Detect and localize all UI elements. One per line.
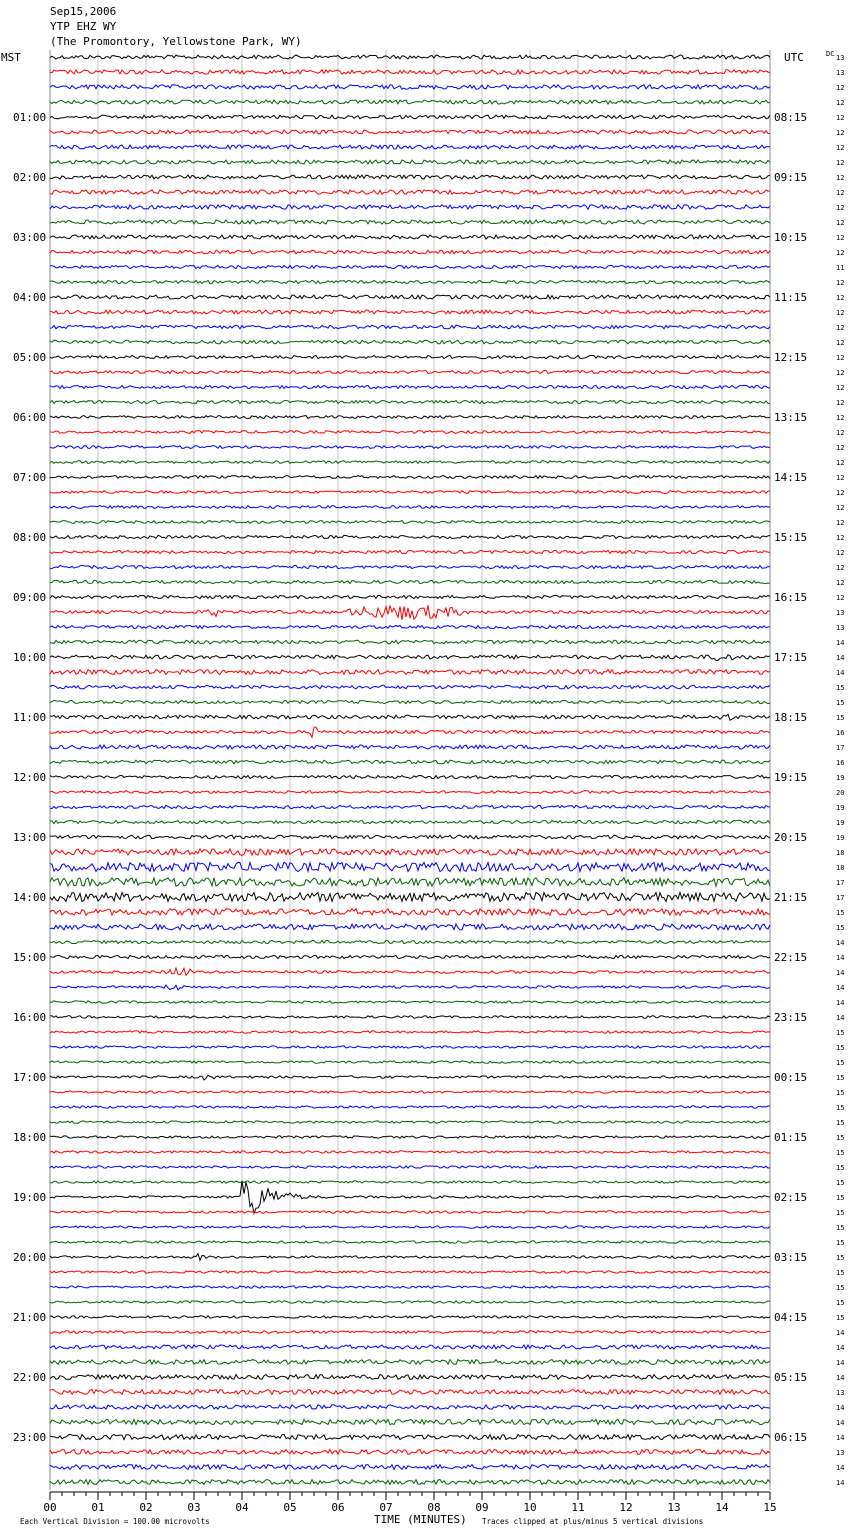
dc-value: 12 xyxy=(836,414,845,422)
trace-row-16 xyxy=(50,295,770,299)
dc-value: 12 xyxy=(836,549,845,557)
trace-row-20 xyxy=(50,355,770,358)
trace-row-3 xyxy=(50,100,770,104)
dc-value: 14 xyxy=(836,969,845,977)
trace-row-95 xyxy=(50,1480,770,1485)
dc-label: DC xyxy=(826,50,835,58)
trace-row-27 xyxy=(50,461,770,464)
trace-row-42 xyxy=(50,685,770,689)
x-tick-label: 05 xyxy=(283,1501,297,1514)
x-tick-label: 01 xyxy=(91,1501,105,1514)
dc-value: 15 xyxy=(836,1209,845,1217)
trace-row-48 xyxy=(50,775,770,778)
left-hour-label: 17:00 xyxy=(13,1071,47,1084)
dc-value: 12 xyxy=(836,174,845,182)
x-tick-label: 04 xyxy=(235,1501,249,1514)
trace-row-68 xyxy=(50,1075,770,1080)
dc-value: 14 xyxy=(836,999,845,1007)
left-hour-label: 10:00 xyxy=(13,651,47,664)
trace-row-71 xyxy=(50,1121,770,1123)
dc-value: 15 xyxy=(836,1029,845,1037)
right-hour-label: 01:15 xyxy=(774,1131,808,1144)
right-hour-label: 16:15 xyxy=(774,591,808,604)
dc-value: 11 xyxy=(836,264,845,272)
trace-row-36 xyxy=(50,595,770,598)
trace-row-78 xyxy=(50,1226,770,1228)
trace-row-94 xyxy=(50,1465,770,1470)
left-hour-label: 01:00 xyxy=(13,111,47,124)
dc-value: 12 xyxy=(836,204,845,212)
dc-value: 15 xyxy=(836,699,845,707)
dc-value: 15 xyxy=(836,1224,845,1232)
dc-value: 16 xyxy=(836,759,845,767)
trace-row-93 xyxy=(50,1450,770,1455)
right-hour-label: 14:15 xyxy=(774,471,808,484)
x-tick-label: 03 xyxy=(187,1501,201,1514)
trace-row-29 xyxy=(50,491,770,494)
dc-value: 15 xyxy=(836,1044,845,1052)
trace-row-92 xyxy=(50,1434,770,1439)
dc-value: 12 xyxy=(836,144,845,152)
trace-row-67 xyxy=(50,1061,770,1063)
right-hour-label: 21:15 xyxy=(774,891,808,904)
dc-value: 12 xyxy=(836,504,845,512)
dc-value: 15 xyxy=(836,684,845,692)
right-hour-label: 10:15 xyxy=(774,231,808,244)
trace-row-2 xyxy=(50,85,770,89)
dc-value: 19 xyxy=(836,834,845,842)
dc-value: 15 xyxy=(836,1089,845,1097)
dc-value: 12 xyxy=(836,459,845,467)
left-hour-label: 07:00 xyxy=(13,471,47,484)
trace-row-28 xyxy=(50,476,770,479)
trace-row-86 xyxy=(50,1345,770,1349)
dc-value: 12 xyxy=(836,159,845,167)
x-axis-label: TIME (MINUTES) xyxy=(374,1513,467,1526)
trace-row-32 xyxy=(50,535,770,538)
trace-row-50 xyxy=(50,805,770,808)
dc-value: 12 xyxy=(836,534,845,542)
right-hour-label: 15:15 xyxy=(774,531,808,544)
dc-value: 12 xyxy=(836,279,845,287)
trace-row-69 xyxy=(50,1091,770,1093)
trace-row-55 xyxy=(50,878,770,886)
time-axis xyxy=(43,1492,776,1514)
trace-row-11 xyxy=(50,220,770,224)
dc-value: 15 xyxy=(836,1299,845,1307)
x-tick-label: 06 xyxy=(331,1501,345,1514)
dc-value: 15 xyxy=(836,1284,845,1292)
dc-value: 14 xyxy=(836,1479,845,1487)
x-tick-label: 02 xyxy=(139,1501,153,1514)
trace-row-1 xyxy=(50,70,770,74)
dc-value: 14 xyxy=(836,669,845,677)
x-tick-label: 15 xyxy=(763,1501,777,1514)
trace-row-47 xyxy=(50,760,770,764)
trace-row-81 xyxy=(50,1271,770,1273)
x-tick-label: 00 xyxy=(43,1501,57,1514)
dc-value: 14 xyxy=(836,1464,845,1472)
left-hour-label: 16:00 xyxy=(13,1011,47,1024)
trace-row-75 xyxy=(50,1181,770,1183)
trace-row-54 xyxy=(50,862,770,871)
trace-row-85 xyxy=(50,1331,770,1334)
left-hour-label: 15:00 xyxy=(13,951,47,964)
trace-row-46 xyxy=(50,745,770,749)
dc-value: 15 xyxy=(836,1239,845,1247)
x-tick-label: 07 xyxy=(379,1501,393,1514)
dc-value: 12 xyxy=(836,114,845,122)
trace-row-24 xyxy=(50,416,770,419)
trace-row-31 xyxy=(50,521,770,524)
trace-row-30 xyxy=(50,506,770,509)
dc-value: 13 xyxy=(836,1449,845,1457)
dc-value: 14 xyxy=(836,984,845,992)
trace-row-12 xyxy=(50,235,770,239)
x-tick-label: 12 xyxy=(619,1501,633,1514)
left-hour-label: 13:00 xyxy=(13,831,47,844)
trace-row-22 xyxy=(50,385,770,388)
left-hour-label: 03:00 xyxy=(13,231,47,244)
trace-row-45 xyxy=(50,727,770,737)
left-hour-label: 06:00 xyxy=(13,411,47,424)
dc-value: 12 xyxy=(836,444,845,452)
right-hour-label: 19:15 xyxy=(774,771,808,784)
dc-value: 12 xyxy=(836,564,845,572)
dc-value: 17 xyxy=(836,879,845,887)
dc-value: 14 xyxy=(836,1329,845,1337)
footer-clip-note: Traces clipped at plus/minus 5 vertical divisions xyxy=(482,1517,704,1526)
dc-value: 12 xyxy=(836,369,845,377)
trace-row-5 xyxy=(50,130,770,134)
x-tick-label: 08 xyxy=(427,1501,441,1514)
dc-value: 12 xyxy=(836,129,845,137)
dc-value: 15 xyxy=(836,1314,845,1322)
trace-row-76 xyxy=(50,1181,770,1213)
right-hour-label: 13:15 xyxy=(774,411,808,424)
dc-value: 12 xyxy=(836,99,845,107)
dc-value: 12 xyxy=(836,324,845,332)
dc-value: 12 xyxy=(836,339,845,347)
x-tick-label: 09 xyxy=(475,1501,489,1514)
trace-row-53 xyxy=(50,849,770,855)
trace-row-41 xyxy=(50,670,770,675)
dc-value: 14 xyxy=(836,654,845,662)
dc-value: 12 xyxy=(836,384,845,392)
dc-value: 20 xyxy=(836,789,845,797)
x-tick-label: 10 xyxy=(523,1501,537,1514)
dc-value: 12 xyxy=(836,594,845,602)
dc-value: 18 xyxy=(836,849,845,857)
dc-value: 15 xyxy=(836,1269,845,1277)
dc-value: 15 xyxy=(836,1134,845,1142)
trace-row-34 xyxy=(50,565,770,568)
trace-row-74 xyxy=(50,1166,770,1168)
trace-row-90 xyxy=(50,1405,770,1409)
dc-value: 17 xyxy=(836,744,845,752)
trace-row-63 xyxy=(50,1001,770,1003)
trace-row-6 xyxy=(50,145,770,149)
dc-value: 14 xyxy=(836,1344,845,1352)
trace-row-73 xyxy=(50,1151,770,1153)
dc-value: 14 xyxy=(836,1374,845,1382)
trace-row-57 xyxy=(50,909,770,915)
dc-value: 19 xyxy=(836,819,845,827)
trace-row-7 xyxy=(50,160,770,164)
header-station: YTP EHZ WY xyxy=(50,20,117,33)
dc-value: 14 xyxy=(836,1419,845,1427)
trace-row-64 xyxy=(50,1016,770,1018)
trace-row-8 xyxy=(50,175,770,179)
left-hour-label: 05:00 xyxy=(13,351,47,364)
trace-row-91 xyxy=(50,1419,770,1424)
right-hour-label: 04:15 xyxy=(774,1311,808,1324)
right-hour-label: 17:15 xyxy=(774,651,808,664)
trace-row-87 xyxy=(50,1360,770,1365)
trace-row-84 xyxy=(50,1316,770,1318)
trace-row-17 xyxy=(50,310,770,314)
right-hour-label: 09:15 xyxy=(774,171,808,184)
trace-row-56 xyxy=(50,892,770,901)
x-tick-label: 11 xyxy=(571,1501,585,1514)
trace-row-88 xyxy=(50,1375,770,1380)
dc-value: 12 xyxy=(836,84,845,92)
right-hour-label: 12:15 xyxy=(774,351,808,364)
trace-row-62 xyxy=(50,985,770,990)
dc-value: 12 xyxy=(836,234,845,242)
trace-row-44 xyxy=(50,714,770,720)
dc-value: 12 xyxy=(836,219,845,227)
trace-row-52 xyxy=(50,835,770,839)
trace-row-65 xyxy=(50,1031,770,1033)
dc-value: 12 xyxy=(836,354,845,362)
trace-row-72 xyxy=(50,1136,770,1138)
dc-value: 15 xyxy=(836,714,845,722)
trace-row-82 xyxy=(50,1286,770,1288)
dc-value: 13 xyxy=(836,609,845,617)
dc-value: 14 xyxy=(836,639,845,647)
trace-row-0 xyxy=(50,55,770,59)
dc-value: 12 xyxy=(836,474,845,482)
right-hour-label: 00:15 xyxy=(774,1071,808,1084)
dc-value: 15 xyxy=(836,1149,845,1157)
trace-row-51 xyxy=(50,820,770,823)
dc-value: 14 xyxy=(836,1359,845,1367)
trace-row-10 xyxy=(50,205,770,209)
dc-value: 15 xyxy=(836,1194,845,1202)
trace-row-61 xyxy=(50,968,770,975)
trace-row-18 xyxy=(50,325,770,329)
dc-value: 14 xyxy=(836,1404,845,1412)
dc-value: 15 xyxy=(836,1164,845,1172)
left-hour-label: 21:00 xyxy=(13,1311,47,1324)
dc-value: 14 xyxy=(836,1014,845,1022)
dc-value: 15 xyxy=(836,1179,845,1187)
right-hour-label: 03:15 xyxy=(774,1251,808,1264)
trace-row-49 xyxy=(50,791,770,794)
dc-value: 15 xyxy=(836,1104,845,1112)
dc-value: 13 xyxy=(836,1389,845,1397)
left-hour-label: 09:00 xyxy=(13,591,47,604)
dc-value: 16 xyxy=(836,729,845,737)
header-date: Sep15,2006 xyxy=(50,5,117,18)
left-hour-label: 19:00 xyxy=(13,1191,47,1204)
x-tick-label: 13 xyxy=(667,1501,681,1514)
dc-value: 12 xyxy=(836,294,845,302)
right-hour-label: 22:15 xyxy=(774,951,808,964)
left-hour-label: 18:00 xyxy=(13,1131,47,1144)
dc-value: 15 xyxy=(836,924,845,932)
trace-row-77 xyxy=(50,1211,770,1213)
trace-row-37 xyxy=(50,605,770,620)
right-hour-label: 08:15 xyxy=(774,111,808,124)
dc-value: 15 xyxy=(836,1254,845,1262)
dc-value: 12 xyxy=(836,249,845,257)
trace-row-58 xyxy=(50,924,770,930)
trace-row-70 xyxy=(50,1106,770,1108)
trace-row-80 xyxy=(50,1254,770,1261)
dc-value: 14 xyxy=(836,939,845,947)
right-hour-label: 20:15 xyxy=(774,831,808,844)
trace-row-21 xyxy=(50,370,770,373)
left-hour-label: 11:00 xyxy=(13,711,47,724)
trace-row-13 xyxy=(50,250,770,254)
dc-value: 15 xyxy=(836,909,845,917)
trace-row-43 xyxy=(50,700,770,703)
dc-value: 13 xyxy=(836,54,845,62)
dc-value: 12 xyxy=(836,399,845,407)
dc-value: 13 xyxy=(836,69,845,77)
header-location: (The Promontory, Yellowstone Park, WY) xyxy=(50,35,302,48)
left-hour-label: 08:00 xyxy=(13,531,47,544)
trace-row-89 xyxy=(50,1390,770,1395)
left-hour-label: 14:00 xyxy=(13,891,47,904)
dc-value: 15 xyxy=(836,1074,845,1082)
trace-lines xyxy=(50,55,770,1484)
trace-row-66 xyxy=(50,1046,770,1048)
dc-value: 12 xyxy=(836,309,845,317)
right-hour-label: 02:15 xyxy=(774,1191,808,1204)
left-hour-label: 23:00 xyxy=(13,1431,47,1444)
left-hour-label: 04:00 xyxy=(13,291,47,304)
footer-scale-note: Each Vertical Division = 100.00 microvolts xyxy=(20,1517,210,1526)
dc-value: 15 xyxy=(836,1059,845,1067)
right-hour-label: 05:15 xyxy=(774,1371,808,1384)
trace-row-15 xyxy=(50,280,770,283)
trace-row-4 xyxy=(50,115,770,119)
right-hour-label: 06:15 xyxy=(774,1431,808,1444)
left-hour-label: 12:00 xyxy=(13,771,47,784)
dc-value: 12 xyxy=(836,189,845,197)
trace-row-40 xyxy=(50,655,770,661)
dc-value: 12 xyxy=(836,519,845,527)
dc-value: 13 xyxy=(836,624,845,632)
trace-row-38 xyxy=(50,625,770,628)
dc-value: 17 xyxy=(836,894,845,902)
trace-row-33 xyxy=(50,550,770,553)
dc-value: 19 xyxy=(836,774,845,782)
dc-value: 19 xyxy=(836,804,845,812)
dc-value: 15 xyxy=(836,1119,845,1127)
dc-value: 12 xyxy=(836,579,845,587)
trace-row-9 xyxy=(50,190,770,194)
dc-value: 12 xyxy=(836,429,845,437)
trace-row-26 xyxy=(50,446,770,449)
right-hour-label: 11:15 xyxy=(774,291,808,304)
trace-row-59 xyxy=(50,940,770,943)
dc-value: 14 xyxy=(836,1434,845,1442)
right-hour-label: 23:15 xyxy=(774,1011,808,1024)
trace-row-23 xyxy=(50,400,770,403)
trace-row-83 xyxy=(50,1301,770,1303)
dc-value: 18 xyxy=(836,864,845,872)
dc-value: 14 xyxy=(836,954,845,962)
x-tick-label: 14 xyxy=(715,1501,729,1514)
left-hour-label: 02:00 xyxy=(13,171,47,184)
trace-row-35 xyxy=(50,580,770,583)
left-hour-label: 22:00 xyxy=(13,1371,47,1384)
trace-row-39 xyxy=(50,640,770,644)
dc-value: 12 xyxy=(836,489,845,497)
trace-row-19 xyxy=(50,340,770,344)
right-hour-label: 18:15 xyxy=(774,711,808,724)
right-timezone-label: UTC xyxy=(784,51,804,64)
trace-row-14 xyxy=(50,265,770,268)
left-hour-label: 20:00 xyxy=(13,1251,47,1264)
trace-row-79 xyxy=(50,1241,770,1243)
trace-row-60 xyxy=(50,955,770,958)
left-timezone-label: MST xyxy=(1,51,21,64)
trace-row-25 xyxy=(50,431,770,434)
